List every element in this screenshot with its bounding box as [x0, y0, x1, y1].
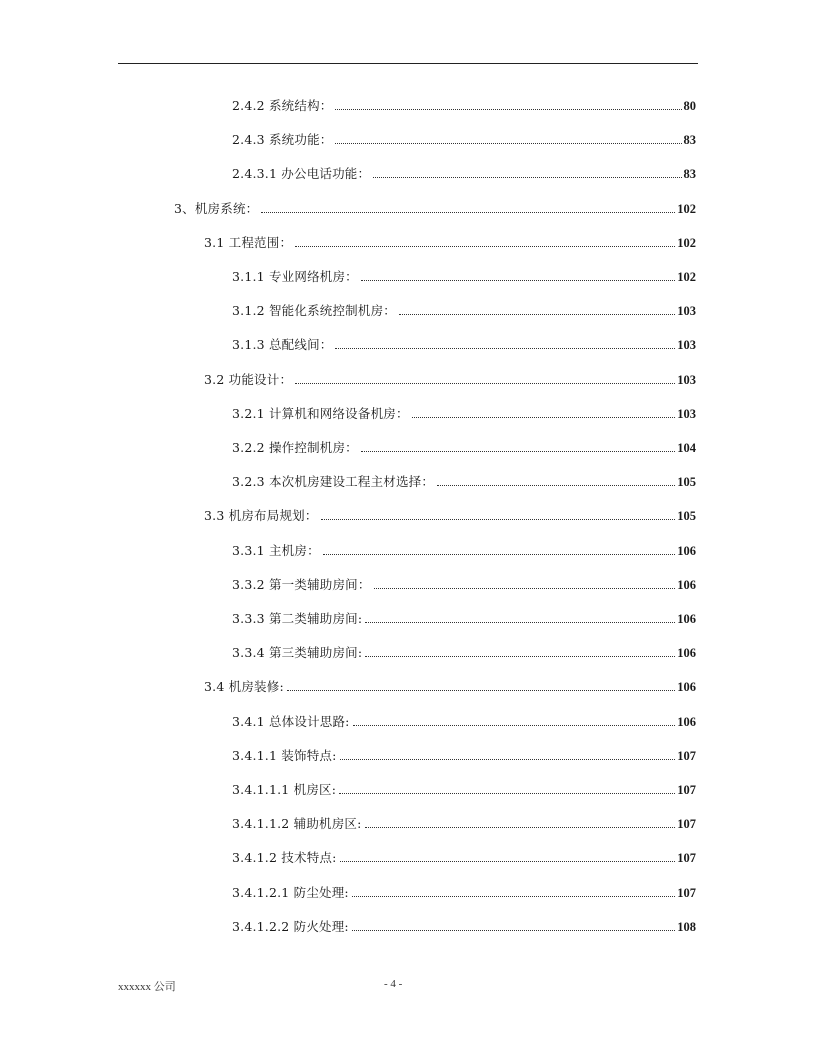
toc-entry-page-number: 106 — [677, 714, 696, 729]
toc-entry-title: 3.1.3 总配线间： — [232, 337, 333, 353]
toc-dot-leader — [287, 690, 675, 691]
toc-entry-page-number: 108 — [677, 919, 696, 934]
toc-entry-page-number: 80 — [683, 99, 696, 113]
toc-entry[interactable] — [204, 675, 696, 695]
toc-entry[interactable] — [232, 162, 696, 182]
toc-entry-page-number: 106 — [677, 680, 696, 695]
toc-dot-leader — [361, 451, 675, 452]
toc-dot-leader — [335, 109, 681, 110]
toc-entry[interactable] — [232, 881, 696, 901]
toc-entry-page-number: 106 — [677, 543, 696, 558]
toc-entry-title: 3、机房系统： — [174, 200, 259, 216]
toc-entry-page-number: 102 — [677, 270, 696, 284]
toc-dot-leader — [412, 417, 676, 418]
toc-entry-page-number: 104 — [677, 441, 696, 455]
toc-entry[interactable] — [232, 265, 696, 285]
toc-entry-title: 3.4.1.2 技术特点: — [232, 850, 337, 866]
toc-entry-page-number: 105 — [677, 475, 696, 490]
toc-dot-leader — [352, 930, 675, 931]
toc-entry[interactable] — [232, 299, 696, 319]
toc-entry[interactable] — [232, 744, 696, 764]
footer-company-name: xxxxxx 公司 — [118, 981, 176, 993]
toc-entry-page-number: 107 — [677, 783, 696, 797]
toc-entry[interactable] — [174, 197, 696, 217]
toc-dot-leader — [323, 554, 675, 555]
toc-entry[interactable] — [204, 504, 696, 524]
toc-entry[interactable] — [232, 812, 696, 832]
toc-entry[interactable] — [232, 333, 696, 353]
toc-entry-title: 3.2.2 操作控制机房： — [232, 440, 358, 455]
toc-dot-leader — [365, 622, 675, 623]
toc-entry-title: 3.2.1 计算机和网络设备机房： — [232, 405, 409, 421]
toc-dot-leader — [437, 485, 675, 486]
toc-entry[interactable] — [232, 573, 696, 593]
toc-entry[interactable] — [232, 402, 696, 422]
toc-entry[interactable] — [232, 641, 696, 661]
toc-entry-page-number: 106 — [677, 646, 696, 661]
toc-entry-title: 3.4 机房装修: — [204, 679, 284, 695]
toc-entry-page-number: 83 — [683, 167, 696, 182]
toc-entry-page-number: 107 — [677, 817, 696, 832]
toc-entry-page-number: 107 — [677, 748, 696, 763]
toc-entry-title: 3.4.1.1.1 机房区: — [232, 782, 337, 797]
toc-dot-leader — [361, 280, 675, 281]
toc-entry-title: 3.3 机房布局规划： — [204, 508, 318, 524]
toc-entry-title: 3.1 工程范围： — [204, 234, 293, 250]
toc-entry-page-number: 103 — [677, 338, 696, 353]
toc-dot-leader — [365, 656, 675, 657]
toc-dot-leader — [374, 588, 676, 589]
toc-dot-leader — [295, 383, 675, 384]
toc-entry-title: 3.3.1 主机房： — [232, 542, 320, 558]
toc-entry-title: 3.1.2 智能化系统控制机房： — [232, 303, 396, 319]
toc-entry-title: 2.4.3 系统功能： — [232, 132, 333, 148]
toc-entry[interactable] — [232, 915, 696, 935]
toc-entry[interactable] — [204, 231, 696, 251]
toc-entry-page-number: 106 — [677, 577, 696, 592]
toc-entry-title: 3.3.4 第三类辅助房间: — [232, 645, 363, 661]
toc-dot-leader — [340, 861, 676, 862]
toc-entry-page-number: 103 — [677, 304, 696, 319]
toc-entry-title: 3.1.1 专业网络机房： — [232, 269, 358, 284]
toc-entry-title: 3.4.1.2.1 防尘处理: — [232, 884, 349, 900]
toc-dot-leader — [353, 725, 676, 726]
toc-entry-title: 2.4.3.1 办公电话功能： — [232, 166, 371, 182]
toc-dot-leader — [352, 896, 675, 897]
toc-entry[interactable] — [232, 539, 696, 559]
toc-dot-leader — [340, 759, 676, 760]
toc-entry-title: 3.4.1.1 装饰特点: — [232, 747, 337, 763]
toc-entry-title: 2.4.2 系统结构： — [232, 98, 333, 113]
toc-entry-title: 3.3.2 第一类辅助房间： — [232, 576, 371, 592]
toc-dot-leader — [365, 827, 676, 828]
toc-entry-page-number: 103 — [677, 406, 696, 421]
toc-entry[interactable] — [232, 710, 696, 730]
toc-entry-title: 3.4.1.2.2 防火处理: — [232, 918, 349, 934]
toc-entry-page-number: 102 — [677, 201, 696, 216]
toc-entry[interactable] — [232, 128, 696, 148]
toc-entry[interactable] — [232, 94, 696, 114]
toc-dot-leader — [335, 143, 681, 144]
toc-dot-leader — [261, 212, 675, 213]
toc-entry[interactable] — [232, 607, 696, 627]
toc-entry-page-number: 107 — [677, 851, 696, 866]
toc-entry[interactable] — [232, 778, 696, 798]
toc-dot-leader — [321, 519, 676, 520]
toc-entry[interactable] — [204, 368, 696, 388]
toc-dot-leader — [339, 793, 675, 794]
toc-entry-page-number: 103 — [677, 372, 696, 387]
toc-entry-page-number: 102 — [677, 235, 696, 250]
toc-entry[interactable] — [232, 436, 696, 456]
toc-entry-title: 3.2.3 本次机房建设工程主材选择： — [232, 474, 435, 490]
toc-entry-title: 3.3.3 第二类辅助房间: — [232, 611, 363, 626]
toc-dot-leader — [335, 348, 675, 349]
toc-entry-title: 3.4.1.1.2 辅助机房区: — [232, 816, 362, 832]
toc-dot-leader — [373, 177, 681, 178]
toc-entry-page-number: 107 — [677, 885, 696, 900]
toc-dot-leader — [295, 246, 675, 247]
toc-entry-page-number: 105 — [677, 509, 696, 524]
toc-dot-leader — [399, 314, 675, 315]
toc-entry[interactable] — [232, 846, 696, 866]
toc-entry-page-number: 106 — [677, 612, 696, 626]
footer-page-number: - 4 - — [384, 978, 403, 990]
toc-entry-title: 3.2 功能设计： — [204, 371, 293, 387]
toc-entry[interactable] — [232, 470, 696, 490]
toc-entry-page-number: 83 — [683, 133, 696, 148]
toc-entry-title: 3.4.1 总体设计思路: — [232, 713, 350, 729]
